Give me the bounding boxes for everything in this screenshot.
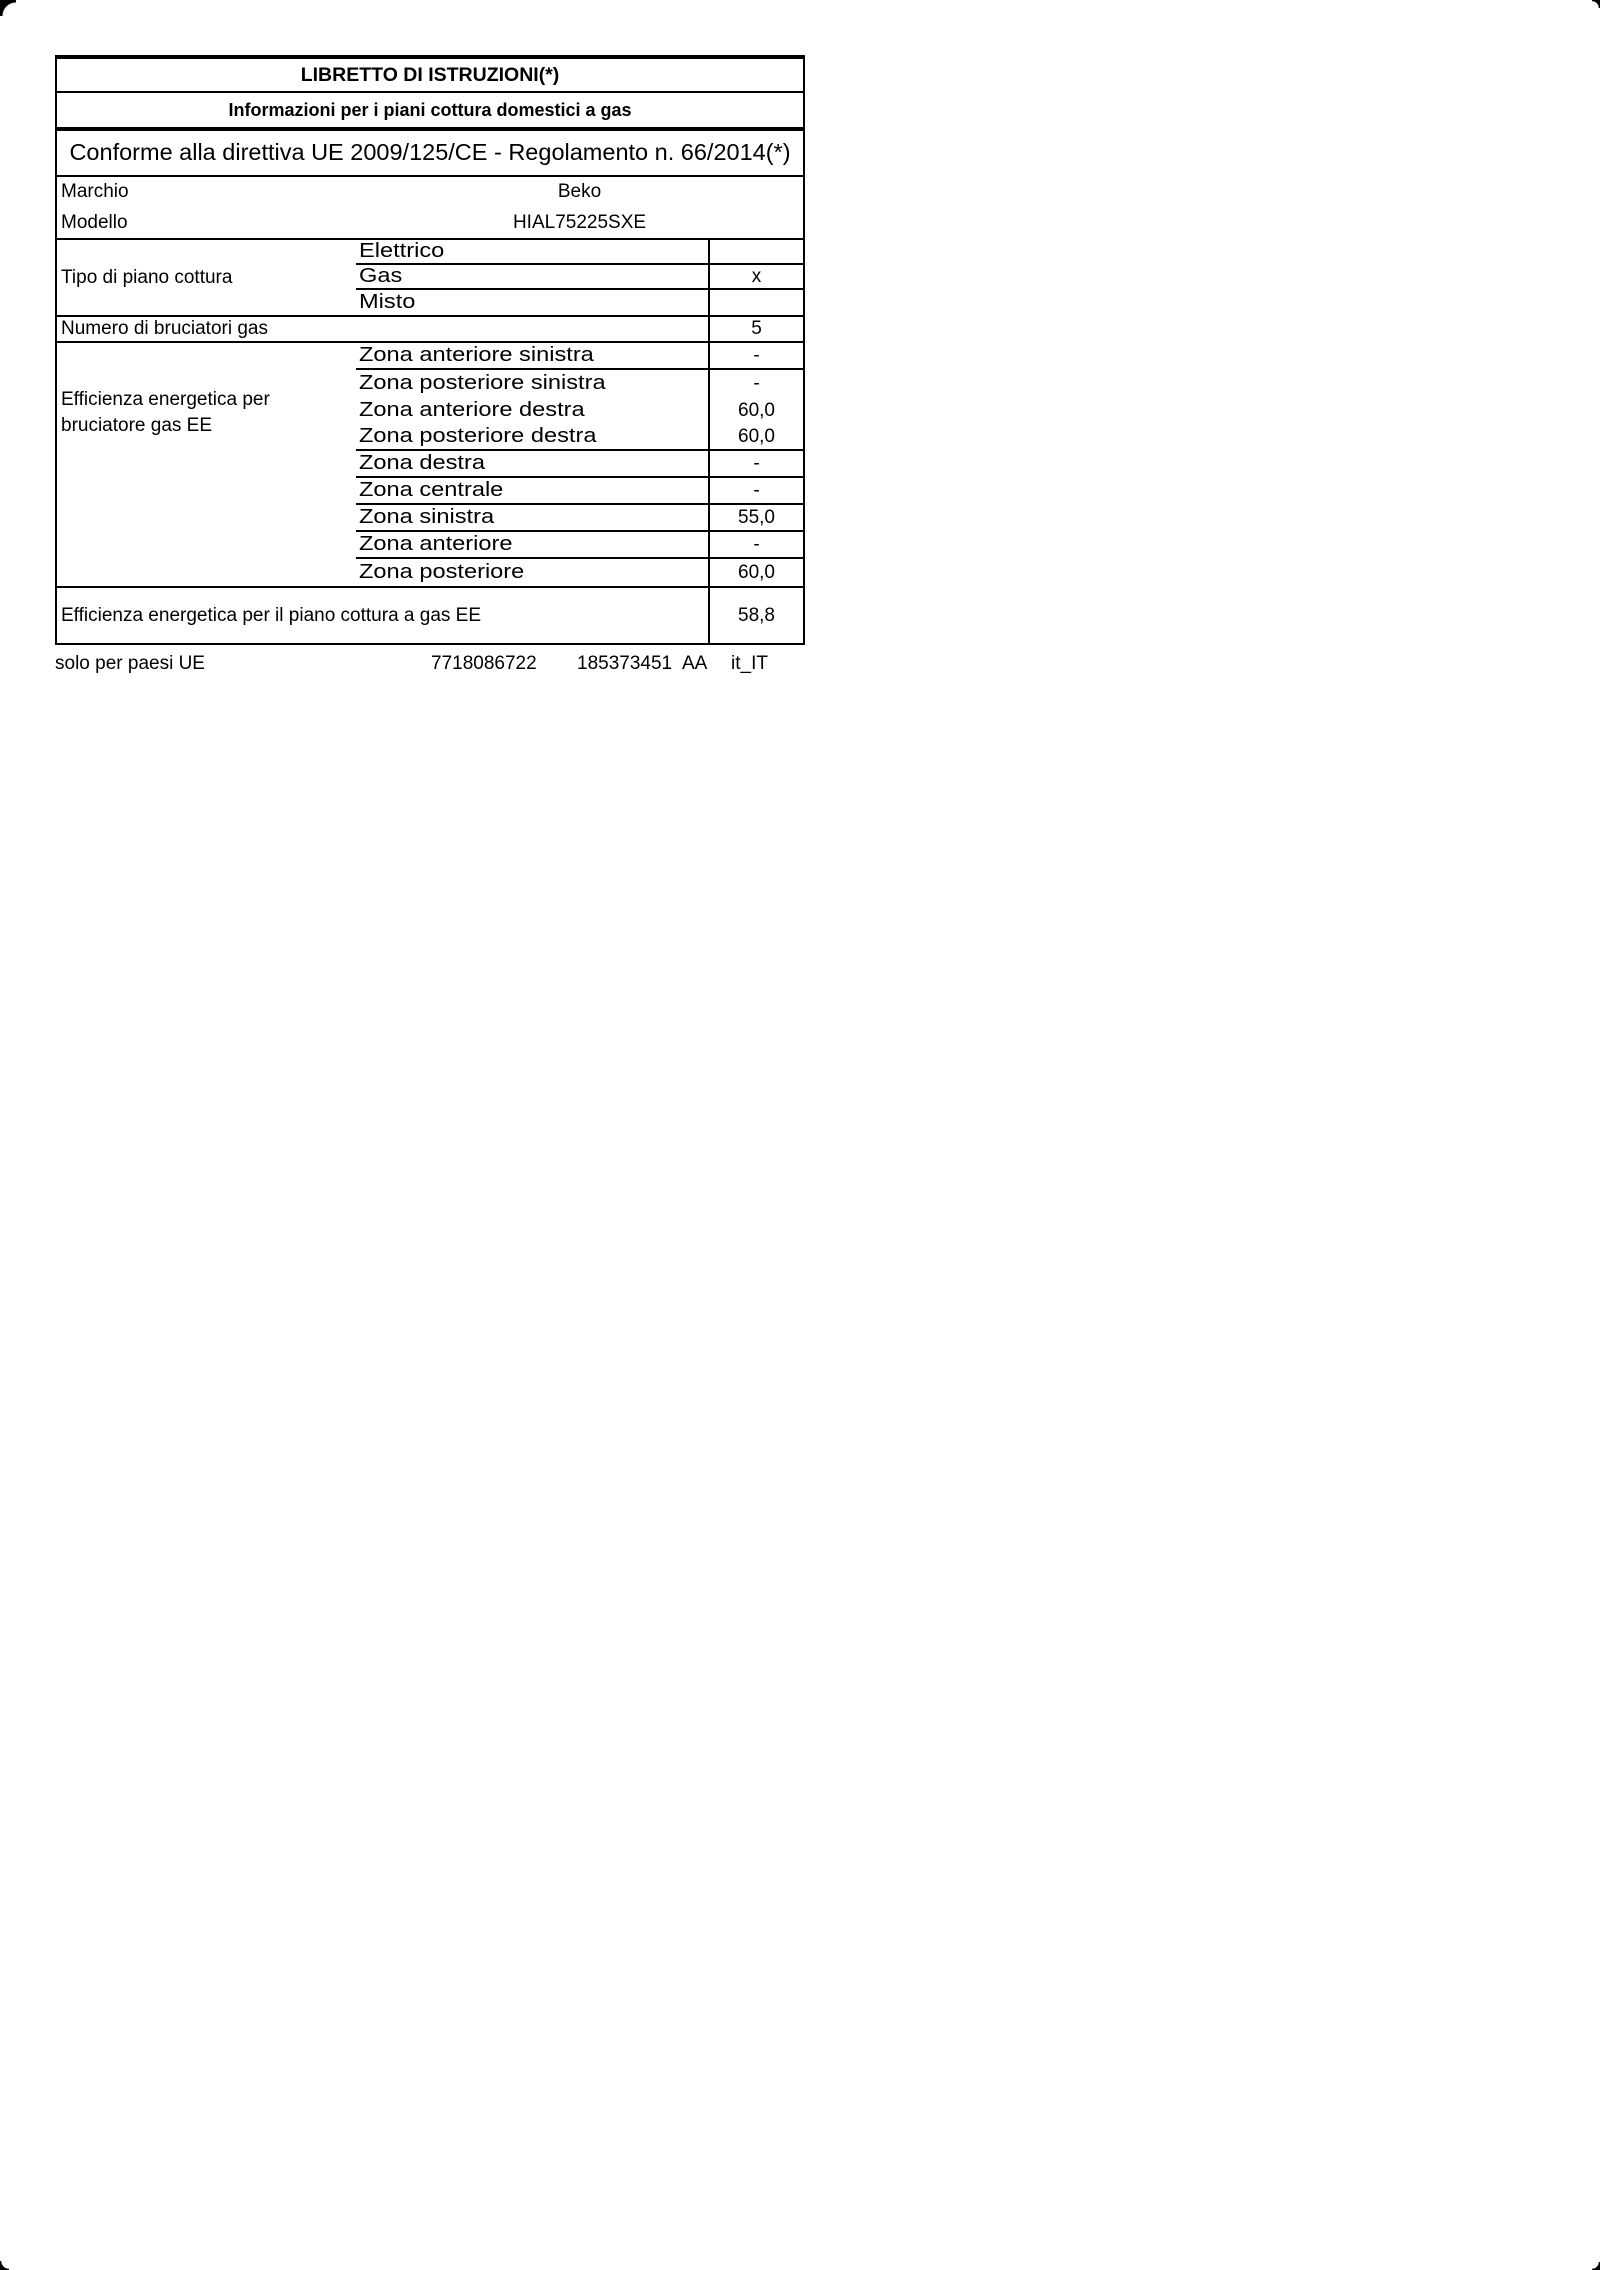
fiche-title: LIBRETTO DI ISTRUZIONI(*): [57, 59, 803, 93]
product-fiche-table: [55, 55, 805, 645]
burner-efficiency-rows: [356, 343, 803, 586]
zone-row: [356, 559, 803, 586]
zone-row: [356, 424, 803, 451]
hob-type-option-value: [708, 290, 803, 315]
footer-part-number: 7718086722: [431, 653, 537, 674]
zone-label: Zona posteriore sinistra: [359, 372, 606, 394]
zone-value: -: [708, 370, 803, 397]
model-label: Modello: [61, 211, 128, 233]
zone-label-cell: [356, 559, 708, 586]
zone-label-cell: [356, 451, 708, 476]
hob-type-option-label: Gas: [359, 265, 403, 287]
model-value: HIAL75225SXE: [512, 211, 647, 233]
zone-label-cell: [356, 370, 708, 397]
burner-efficiency-section: [57, 343, 803, 588]
brand-model-section: [57, 177, 803, 240]
zone-label: Zona posteriore destra: [359, 425, 597, 447]
hob-type-row: [356, 240, 803, 265]
zone-row: [356, 397, 803, 424]
zone-label-cell: [356, 397, 708, 424]
hob-type-label: Tipo di piano cottura: [61, 266, 233, 288]
brand-value: Beko: [557, 181, 602, 203]
zone-value: -: [708, 478, 803, 503]
zone-label: Zona anteriore: [359, 533, 513, 555]
hob-type-option-cell: [356, 265, 708, 288]
page-corner-artifact-top-left: [0, 0, 16, 16]
hob-efficiency-row: [57, 588, 803, 643]
burner-efficiency-label-line1: Efficienza energetica per: [61, 389, 270, 410]
zone-value: -: [708, 451, 803, 476]
zone-label-cell: [356, 424, 708, 449]
brand-label: Marchio: [61, 181, 129, 203]
page-corner-artifact-bottom-right: [1592, 2262, 1600, 2270]
zone-row: [356, 478, 803, 505]
burner-count-label: Numero di bruciatori gas: [61, 318, 268, 340]
hob-type-option-label: Misto: [359, 291, 416, 313]
zone-value: 60,0: [708, 424, 803, 449]
zone-value: -: [708, 343, 803, 368]
zone-label-cell: [356, 505, 708, 530]
zone-row: [356, 451, 803, 478]
zone-label-cell: [356, 478, 708, 503]
zone-value: 55,0: [708, 505, 803, 530]
hob-type-rows: [356, 240, 803, 315]
hob-type-option-cell: [356, 240, 708, 263]
zone-label: Zona centrale: [359, 479, 504, 501]
zone-label: Zona sinistra: [359, 506, 495, 528]
zone-row: [356, 532, 803, 559]
zone-value: 60,0: [708, 559, 803, 586]
directive-statement: Conforme alla direttiva UE 2009/125/CE - Regolamento n. 66/2014(*): [57, 131, 803, 177]
zone-label: Zona posteriore: [359, 561, 525, 583]
footer-revision-code: AA: [682, 653, 708, 674]
zone-row: [356, 505, 803, 532]
footer-language-code: it_IT: [731, 653, 768, 674]
zone-label: Zona destra: [359, 452, 485, 474]
zone-row: [356, 343, 803, 370]
fiche-subtitle: Informazioni per i piani cottura domestici a gas: [57, 93, 803, 131]
hob-type-option-cell: [356, 290, 708, 315]
hob-type-option-label: Elettrico: [359, 240, 445, 262]
footer-line: [0, 653, 900, 679]
hob-type-section: [57, 240, 803, 317]
footer-note: solo per paesi UE: [55, 653, 205, 674]
zone-label-cell: [356, 532, 708, 557]
zone-label-cell: [356, 343, 708, 368]
hob-type-row: [356, 290, 803, 315]
zone-value: -: [708, 532, 803, 557]
burner-count-row: [57, 317, 803, 343]
burner-efficiency-label-line2: bruciatore gas EE: [61, 415, 213, 436]
hob-type-option-value: x: [708, 265, 803, 288]
hob-efficiency-label: Efficienza energetica per il piano cottura a gas EE: [61, 604, 482, 626]
footer-doc-number: 185373451: [577, 653, 673, 674]
hob-efficiency-value: 58,8: [708, 588, 803, 643]
hob-type-option-value: [708, 240, 803, 263]
zone-value: 60,0: [708, 397, 803, 424]
burner-efficiency-label: [57, 343, 356, 586]
hob-type-row: [356, 265, 803, 290]
page-corner-artifact-top-right: [1592, 0, 1600, 8]
zone-label: Zona anteriore destra: [359, 399, 585, 421]
page-corner-artifact-bottom-left: [0, 2261, 9, 2270]
zone-label: Zona anteriore sinistra: [359, 344, 594, 366]
burner-count-value: 5: [708, 317, 803, 341]
zone-row: [356, 370, 803, 397]
